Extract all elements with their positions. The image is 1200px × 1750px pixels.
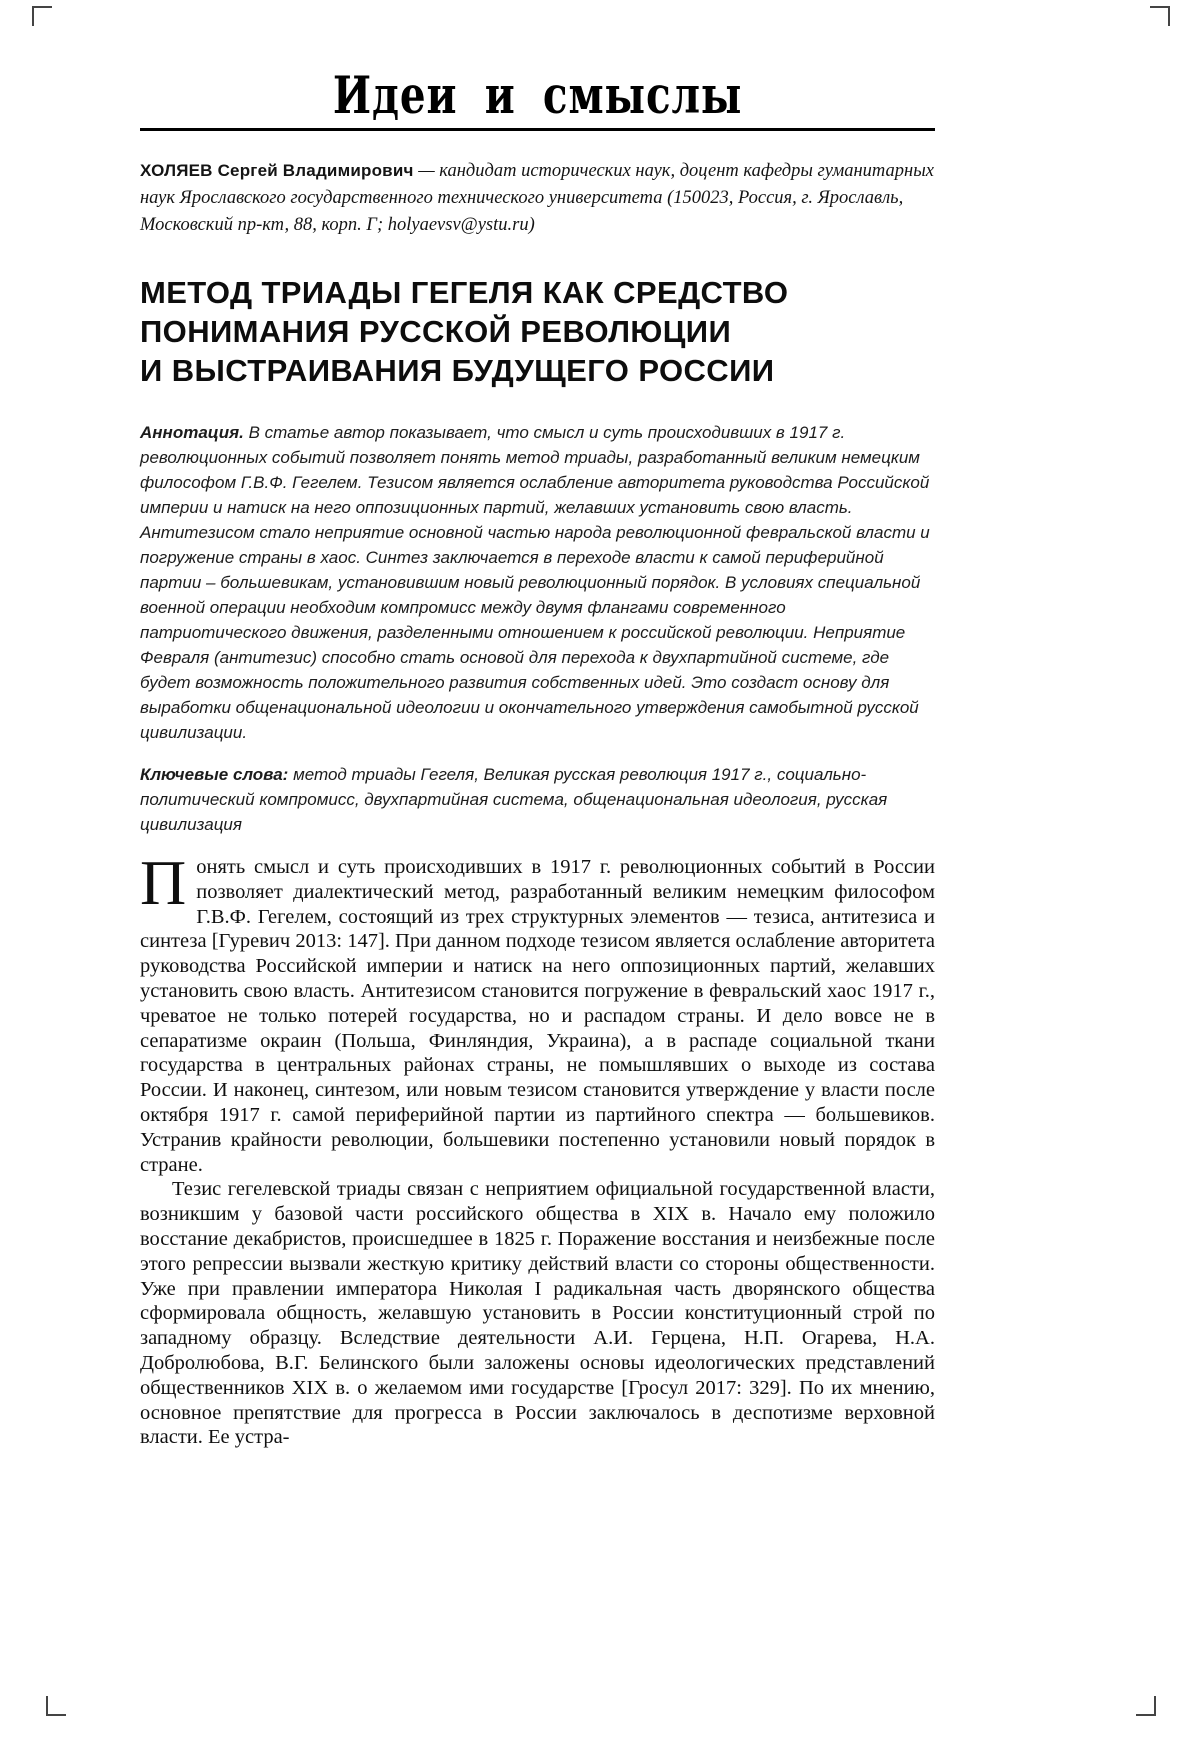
article-title: МЕТОД ТРИАДЫ ГЕГЕЛЯ КАК СРЕДСТВО ПОНИМАНИЯ РУССКОЙ РЕВОЛЮЦИИ И ВЫСТРАИВАНИЯ БУДУЩЕГО РОССИИ xyxy=(140,275,789,388)
journal-section-header xyxy=(140,0,935,124)
author-block xyxy=(140,157,935,239)
body-paragraph-1 xyxy=(140,847,935,1177)
article-body xyxy=(140,847,935,1450)
journal-section-title: Идеи и смыслы xyxy=(332,64,743,126)
body-paragraph-2: Тезис гегелевской триады связан с неприятием официальной государственной власти, возникшим у базовой части российского общества в XIX в. Начало ему положило восстание декабристов, происшедшее в 1825 г. Поражение восстания и неизбежные после этого репрессии вызвали жесткую критику действий власти со стороны общественности. Уже при правлении императора Николая I радикальная часть дворянского общества сформировала общность, желавшую установить в России конституционный строй по западному образцу. Вследствие деятельности А.И. Герцена, Н.П. Огарева, Н.А. Добролюбова, В.Г. Белинского были заложены основы идеологических представлений общественников XIX в. о желаемом ими государстве [Гросул 2017: 329]. По их мнению, основное препятствие для прогресса в России заключалось в деспотизме верховной власти. Ее устра- xyxy=(140,1178,935,1449)
abstract-text: В статье автор показывает, что смысл и суть происходивших в 1917 г. революционных событий позволяет понять метод триады, разработанный великим немецким философом Г.В.Ф. Гегелем. Тезисом является ослабление авторитета руководства Российской империи и натиск на него оппозиционных партий, желавших установить свою власть. Антитезисом стало неприятие основной частью народа революционной февральской власти и погружение страны в хаос. Синтез заключается в переходе власти к самой периферийной партии – большевикам, установившим новый революционный порядок. В условиях специальной военной операции необходим компромисс между двумя флангами современного патриотического движения, разделенными отношением к российской революции. Неприятие Февраля (антитезис) способно стать основой для перехода к двухпартийной системе, где будет возможность положительного развития собственных идей. Это создаст основу для выработки общенациональной идеологии и окончательного утверждения самобытной русской цивилизации. xyxy=(140,423,930,742)
drop-cap: П xyxy=(140,847,187,918)
crop-mark-bottom-left xyxy=(46,1696,66,1716)
header-divider xyxy=(140,128,935,131)
author-name: ХОЛЯЕВ Сергей Владимирович xyxy=(140,161,414,180)
crop-mark-top-left xyxy=(32,6,52,26)
abstract-label: Аннотация. xyxy=(140,423,244,442)
page-content xyxy=(140,0,935,1450)
author-affiliation: — кандидат исторических наук, доцент кафедры гуманитарных наук Ярославского государственного технического университета (150023, Россия, г. Ярославль, Московский пр-кт, 88, корп. Г; holyaevsv@ystu.ru) xyxy=(140,161,934,235)
keywords-text: метод триады Гегеля, Великая русская революция 1917 г., социально-политический компромисс, двухпартийная система, общенациональная идеология, русская цивилизация xyxy=(140,765,888,834)
body-paragraph-1-text: онять смысл и суть происходивших в 1917 г. революционных событий в России позволяет диалектический метод, разработанный великим немецким философом Г.В.Ф. Гегелем, состоящий из трех структурных элементов — тезиса, антитезиса и синтеза [Гуревич 2013: 147]. При данном подходе тезисом является ослабление авторитета руководства Российской империи и натиск на него оппозиционных партий, желавших установить свою власть. Антитезисом становится погружение в февральский хаос 1917 г., чреватое не только потерей государства, но и распадом страны. И дело вовсе не в сепаратизме окраин (Польша, Финляндия, Украина), а в распаде социальной ткани государства в центральных районах страны, не помышлявших о выходе из состава России. И наконец, синтезом, или новым тезисом становится утверждение у власти после октября 1917 г. самой периферийной партии из партийного спектра — большевиков. Устранив крайности революции, большевики постепенно установили новый порядок в стране. xyxy=(140,856,935,1176)
crop-mark-bottom-right xyxy=(1136,1696,1156,1716)
keywords-label: Ключевые слова: xyxy=(140,765,289,784)
crop-mark-top-right xyxy=(1150,6,1170,26)
keywords-block xyxy=(140,762,935,837)
abstract-block xyxy=(140,420,935,745)
